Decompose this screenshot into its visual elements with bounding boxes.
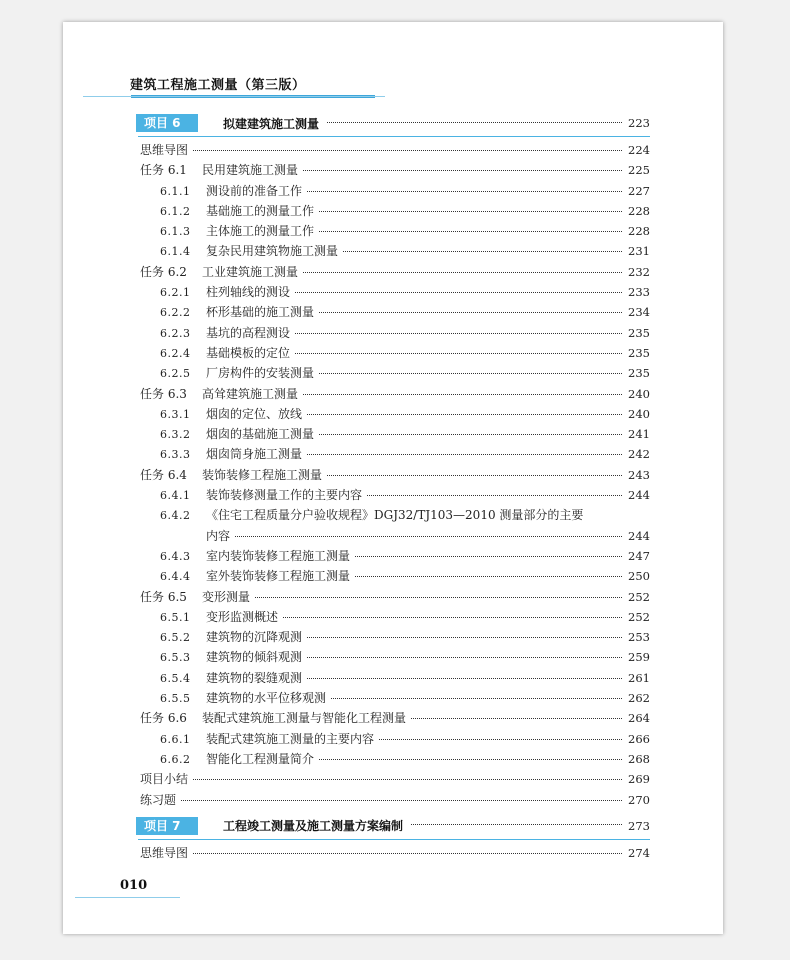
- entry-title: 杯形基础的施工测量: [206, 305, 315, 320]
- toc-entry[interactable]: [138, 668, 650, 688]
- toc-entry[interactable]: [138, 424, 650, 444]
- page-ref: 240: [628, 406, 650, 421]
- entry-title: 变形监测概述: [206, 609, 279, 624]
- entry-title: 内容: [206, 528, 231, 543]
- toc-entry[interactable]: [138, 323, 650, 343]
- page-ref: 266: [628, 731, 650, 746]
- page-ref: 268: [628, 751, 650, 766]
- entry-number: 6.2.4: [160, 346, 191, 360]
- leader-dots: [307, 678, 622, 679]
- leader-dots: [411, 718, 622, 719]
- leader-dots: [303, 394, 622, 395]
- leader-dots: [283, 617, 622, 618]
- project-6-heading[interactable]: [138, 112, 650, 134]
- header-rule: [83, 96, 385, 97]
- toc-entry[interactable]: [138, 688, 650, 708]
- toc-entry[interactable]: [138, 526, 650, 546]
- project-badge: 项目 6: [136, 114, 198, 132]
- leader-dots: [319, 759, 622, 760]
- entry-number: 6.4.3: [160, 549, 191, 563]
- entry-title: 基坑的高程测设: [206, 325, 291, 340]
- entry-title: 室内装饰装修工程施工测量: [206, 548, 351, 563]
- toc-entry[interactable]: [138, 627, 650, 647]
- entry-number: 6.1.1: [160, 184, 191, 198]
- page-ref: 252: [628, 609, 650, 624]
- page-ref: 235: [628, 366, 650, 381]
- page-ref: 250: [628, 569, 650, 584]
- page-ref: 243: [628, 467, 650, 482]
- page-footer: [75, 878, 195, 894]
- table-of-contents: [138, 112, 650, 863]
- entry-title: 思维导图: [140, 143, 189, 157]
- entry-number: 6.5.4: [160, 671, 191, 685]
- project-badge: 项目 7: [136, 817, 198, 835]
- toc-entry[interactable]: [138, 262, 650, 282]
- entry-title: 智能化工程测量简介: [206, 751, 315, 766]
- toc-entry[interactable]: [138, 505, 650, 525]
- entry-title: 装饰装修工程施工测量: [202, 467, 323, 482]
- book-title: 建筑工程施工测量（第三版）: [130, 78, 306, 93]
- leader-dots: [295, 353, 622, 354]
- entry-number: 6.2.2: [160, 306, 191, 320]
- leader-dots: [295, 333, 622, 334]
- running-header: [75, 77, 387, 98]
- leader-dots: [327, 475, 622, 476]
- entry-number: 6.2.5: [160, 367, 191, 381]
- entry-number: 任务 6.4: [140, 467, 187, 482]
- leader-dots: [303, 272, 622, 273]
- entry-number: 6.2.3: [160, 326, 191, 340]
- project-7-entries: [138, 843, 650, 863]
- page-ref: 224: [628, 143, 650, 157]
- leader-dots: [307, 657, 622, 658]
- page-ref: 269: [628, 772, 650, 787]
- leader-dots: [379, 739, 622, 740]
- leader-dots: [319, 434, 622, 435]
- entry-title: 建筑物的沉降观测: [206, 630, 303, 645]
- toc-entry[interactable]: [138, 465, 650, 485]
- leader-dots: [331, 698, 622, 699]
- page-ref: 274: [628, 845, 650, 860]
- entry-title: 项目小结: [140, 772, 189, 787]
- page-ref: 234: [628, 305, 650, 320]
- toc-entry[interactable]: [138, 444, 650, 464]
- page-ref: 228: [628, 224, 650, 239]
- entry-title: 民用建筑施工测量: [202, 163, 299, 178]
- leader-dots: [193, 779, 622, 780]
- page-ref: 225: [628, 163, 650, 178]
- entry-number: 6.5.3: [160, 651, 191, 665]
- page-ref: 252: [628, 589, 650, 604]
- toc-entry[interactable]: [138, 729, 650, 749]
- toc-entry[interactable]: [138, 201, 650, 221]
- toc-entry[interactable]: [138, 384, 650, 404]
- entry-title: 厂房构件的安装测量: [206, 366, 315, 381]
- entry-number: 6.1.3: [160, 225, 191, 239]
- page-ref: 227: [628, 183, 650, 198]
- entry-title: 室外装饰装修工程施工测量: [206, 569, 351, 584]
- entry-title: 建筑物的水平位移观测: [206, 691, 327, 706]
- leader-dots: [319, 231, 622, 232]
- toc-entry[interactable]: [138, 181, 650, 201]
- entry-number: 6.1.4: [160, 245, 191, 259]
- leader-dots: [355, 556, 622, 557]
- page-ref: 232: [628, 264, 650, 279]
- project-title: 拟建建筑施工测量: [223, 116, 320, 131]
- entry-number: 6.4.4: [160, 570, 191, 584]
- toc-entry[interactable]: [138, 343, 650, 363]
- leader-dots: [303, 170, 622, 171]
- page-ref: 270: [628, 792, 650, 807]
- toc-entry[interactable]: [138, 749, 650, 769]
- entry-number: 6.2.1: [160, 286, 191, 300]
- entry-number: 6.6.1: [160, 732, 191, 746]
- leader-dots: [255, 597, 622, 598]
- entry-number: 6.3.1: [160, 407, 191, 421]
- page-ref: 259: [628, 650, 650, 665]
- toc-entry[interactable]: [138, 140, 650, 160]
- project-rule: [138, 136, 650, 137]
- entry-number: 6.1.2: [160, 204, 191, 218]
- toc-entry[interactable]: [138, 587, 650, 607]
- entry-title: 烟囱的基础施工测量: [206, 427, 315, 442]
- toc-entry[interactable]: [138, 790, 650, 810]
- toc-entry[interactable]: [138, 647, 650, 667]
- entry-title: 主体施工的测量工作: [206, 224, 315, 239]
- page-ref: 244: [628, 488, 650, 503]
- entry-title: 《住宅工程质量分户验收规程》DGJ32/TJ103—2010 测量部分的主要: [206, 508, 584, 523]
- entry-number: 6.4.2: [160, 509, 191, 523]
- book-page: [63, 22, 723, 934]
- entry-title: 装配式建筑施工测量与智能化工程测量: [202, 711, 407, 726]
- leader-dots: [343, 251, 622, 252]
- entry-title: 装配式建筑施工测量的主要内容: [206, 731, 375, 746]
- entry-number: 6.6.2: [160, 752, 191, 766]
- entry-title: 基础施工的测量工作: [206, 203, 315, 218]
- entry-number: 6.4.1: [160, 489, 191, 503]
- page-ref: 242: [628, 447, 650, 462]
- leader-dots: [319, 211, 622, 212]
- leader-dots: [307, 454, 622, 455]
- page-ref: 253: [628, 630, 650, 645]
- page-ref: 223: [628, 116, 650, 130]
- entry-number: 任务 6.3: [140, 386, 187, 401]
- page-ref: 231: [628, 244, 650, 259]
- entry-number: 任务 6.5: [140, 589, 187, 604]
- toc-entry[interactable]: [138, 282, 650, 302]
- leader-dots: [411, 824, 622, 825]
- page-ref: 264: [628, 711, 650, 726]
- toc-entry[interactable]: [138, 843, 650, 863]
- entry-number: 6.5.2: [160, 631, 191, 645]
- leader-dots: [355, 576, 622, 577]
- toc-entry[interactable]: [138, 607, 650, 627]
- leader-dots: [307, 191, 622, 192]
- toc-entry[interactable]: [138, 485, 650, 505]
- toc-entry[interactable]: [138, 769, 650, 789]
- project-7-heading[interactable]: [138, 815, 650, 837]
- leader-dots: [307, 414, 622, 415]
- entry-number: 6.3.3: [160, 448, 191, 462]
- project-rule: [138, 839, 650, 840]
- entry-title: 工业建筑施工测量: [202, 264, 299, 279]
- entry-title: 烟囱筒身施工测量: [206, 447, 303, 462]
- leader-dots: [193, 150, 622, 151]
- toc-entry[interactable]: [138, 566, 650, 586]
- page-ref: 235: [628, 325, 650, 340]
- page-number: 010: [120, 878, 148, 893]
- leader-dots: [319, 373, 622, 374]
- entry-title: 建筑物的裂缝观测: [206, 670, 303, 685]
- page-ref: 241: [628, 427, 650, 442]
- entry-title: 变形测量: [202, 589, 251, 604]
- toc-entry[interactable]: [138, 160, 650, 180]
- page-ref: 261: [628, 670, 650, 685]
- entry-title: 复杂民用建筑物施工测量: [206, 244, 339, 259]
- toc-entry[interactable]: [138, 302, 650, 322]
- leader-dots: [327, 122, 622, 123]
- entry-title: 高耸建筑施工测量: [202, 386, 299, 401]
- leader-dots: [235, 536, 622, 537]
- entry-number: 任务 6.6: [140, 711, 187, 726]
- page-ref: 233: [628, 285, 650, 300]
- toc-entry[interactable]: [138, 241, 650, 261]
- project-title: 工程竣工测量及施工测量方案编制: [223, 819, 404, 834]
- page-ref: 228: [628, 203, 650, 218]
- leader-dots: [319, 312, 622, 313]
- toc-entry[interactable]: [138, 363, 650, 383]
- entry-number: 6.3.2: [160, 428, 191, 442]
- entry-title: 烟囱的定位、放线: [206, 406, 303, 421]
- entry-title: 装饰装修测量工作的主要内容: [206, 488, 363, 503]
- footer-rule: [75, 897, 180, 898]
- entry-number: 任务 6.2: [140, 264, 187, 279]
- toc-entry[interactable]: [138, 221, 650, 241]
- toc-entry[interactable]: [138, 546, 650, 566]
- entry-title: 基础模板的定位: [206, 345, 291, 360]
- toc-entry[interactable]: [138, 404, 650, 424]
- entry-title: 柱列轴线的测设: [206, 285, 291, 300]
- page-ref: 262: [628, 691, 650, 706]
- page-ref: 235: [628, 345, 650, 360]
- leader-dots: [367, 495, 622, 496]
- leader-dots: [193, 853, 622, 854]
- leader-dots: [181, 800, 622, 801]
- toc-entry[interactable]: [138, 708, 650, 728]
- entry-title: 练习题: [140, 792, 177, 807]
- entry-title: 建筑物的倾斜观测: [206, 650, 303, 665]
- entry-number: 6.5.1: [160, 610, 191, 624]
- leader-dots: [295, 292, 622, 293]
- leader-dots: [307, 637, 622, 638]
- entry-title: 思维导图: [140, 845, 189, 860]
- page-ref: 244: [628, 528, 650, 543]
- entry-title: 测设前的准备工作: [206, 183, 303, 198]
- entry-number: 任务 6.1: [140, 163, 187, 178]
- page-ref: 247: [628, 548, 650, 563]
- page-ref: 273: [628, 818, 650, 833]
- entry-number: 6.5.5: [160, 692, 191, 706]
- project-6-entries: [138, 140, 650, 810]
- page-ref: 240: [628, 386, 650, 401]
